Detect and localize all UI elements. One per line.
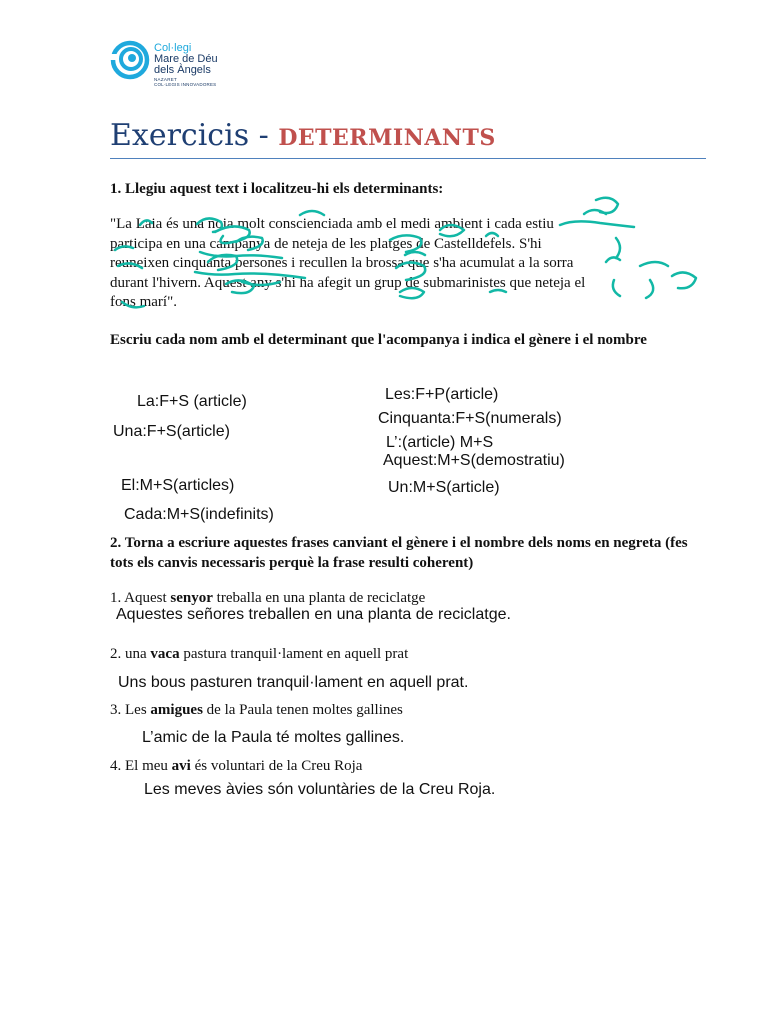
- spiral-logo-icon: [110, 40, 150, 80]
- sentence-4-bold: avi: [171, 758, 191, 774]
- sentence-2-bold: vaca: [150, 646, 180, 662]
- answer-sentence-3: L’amic de la Paula té moltes gallines.: [142, 729, 405, 746]
- exercise1-text: [110, 215, 585, 313]
- answer-sentence-4: Les meves àvies són voluntàries de la Creu Roja.: [144, 781, 496, 798]
- sentence-1: [110, 590, 425, 607]
- sentence-1-bold: senyor: [170, 590, 213, 606]
- answer-sentence-2: Uns bous pasturen tranquil·lament en aquell prat.: [118, 674, 469, 691]
- sentence-4-post: és voluntari de la Creu Roja: [190, 758, 363, 774]
- answer-cinquanta: Cinquanta:F+S(numerals): [378, 410, 562, 427]
- exercise1-instruction: Escriu cada nom amb el determinant que l'acompanya i indica el gènere i el nombre: [110, 332, 647, 348]
- title-prefix: Exercicis -: [110, 118, 279, 153]
- sentence-3-post: de la Paula tenen moltes gallines: [202, 702, 403, 718]
- sentence-3-bold: amigues: [150, 702, 203, 718]
- text-line-2: participa en una campanya de neteja de les platges de Castelldefels. S'hi: [110, 235, 542, 252]
- answer-cada: Cada:M+S(indefinits): [124, 506, 274, 523]
- answer-la: La:F+S (article): [137, 393, 247, 410]
- exercise1-heading: 1. Llegiu aquest text i localitzeu-hi els determinants:: [110, 181, 444, 197]
- logo-line-5: COL·LEGIS INNOVADORES: [154, 82, 217, 87]
- text-line-4: durant l'hivern. Aquest any s'hi ha afegit un grup de submarinistes que neteja el: [110, 274, 586, 291]
- answer-sentence-1: Aquestes señores treballen en una planta de reciclatge.: [116, 606, 511, 623]
- logo-line-1: Col·legi: [154, 42, 192, 54]
- sentence-1-pre: 1. Aquest: [110, 590, 171, 606]
- text-line-1: "La Laia és una noia molt conscienciada amb el medi ambient i cada estiu: [110, 216, 554, 232]
- sentence-3-pre: 3. Les: [110, 702, 151, 718]
- logo-line-4: NAZARET: [154, 77, 178, 82]
- page-title: [110, 118, 496, 153]
- sentence-4: [110, 758, 362, 775]
- sentence-1-post: treballa en una planta de reciclatge: [212, 590, 426, 606]
- exercise2-heading: 2. Torna a escriure aquestes frases canviant el gènere i el nombre dels noms en negreta (fes tots els canvis necessaris perquè la frase resulti coherent): [110, 535, 688, 571]
- logo-line-2: Mare de Déu: [154, 53, 218, 65]
- school-logo: [108, 40, 238, 92]
- text-line-3: reuneixen cinquanta persones i recullen la brossa que s'ha acumulat a la sorra: [110, 255, 574, 271]
- answer-el: El:M+S(articles): [121, 477, 235, 494]
- answer-l: L’:(article) M+S: [386, 434, 494, 451]
- sentence-2: [110, 646, 408, 663]
- answer-una: Una:F+S(article): [113, 423, 230, 440]
- logo-line-3: dels Àngels: [154, 64, 211, 76]
- sentence-2-pre: 2. una: [110, 646, 151, 662]
- answer-aquest: Aquest:M+S(demostratiu): [383, 452, 565, 469]
- sentence-2-post: pastura tranquil·lament en aquell prat: [179, 646, 409, 662]
- text-line-5: fons marí".: [110, 294, 177, 310]
- answer-un: Un:M+S(article): [388, 479, 500, 496]
- title-main: DETERMINANTS: [278, 125, 496, 151]
- answer-les: Les:F+P(article): [385, 386, 499, 403]
- sentence-4-pre: 4. El meu: [110, 758, 172, 774]
- title-rule: [110, 158, 706, 159]
- sentence-3: [110, 702, 403, 719]
